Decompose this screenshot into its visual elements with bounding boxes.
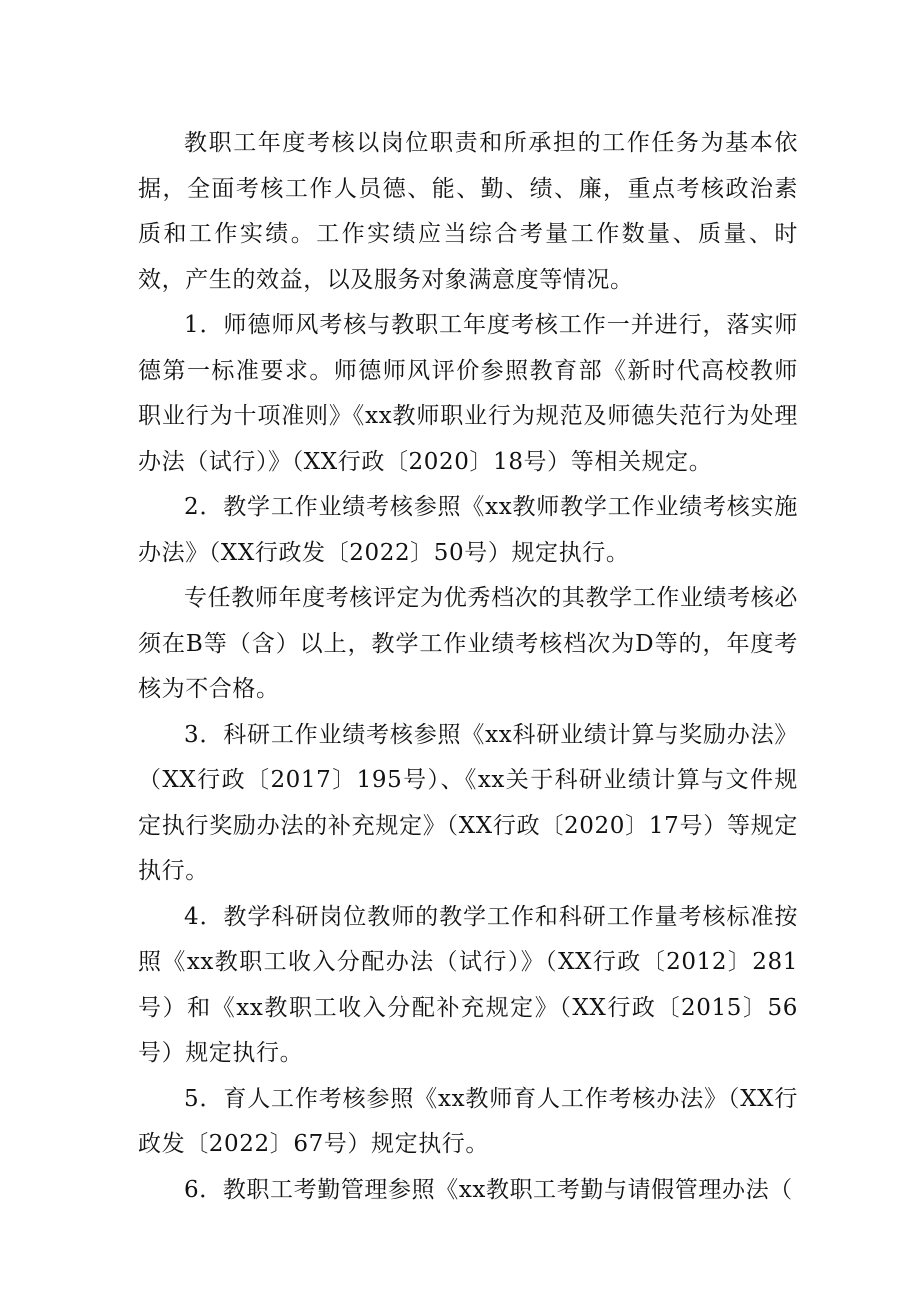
paragraph-item-1: 1．师德师风考核与教职工年度考核工作一并进行，落实师德第一标准要求。师德师风评价参照教育部《新时代高校教师职业行为十项准则》《xx教师职业行为规范及师德失范行为处理办法（试行）》（XX行政〔2020〕18号）等相关规定。 — [138, 312, 798, 475]
paragraph-item-5: 5．育人工作考核参照《xx教师育人工作考核办法》（XX行政发〔2022〕67号）规定执行。 — [138, 1085, 798, 1157]
paragraph-intro: 教职工年度考核以岗位职责和所承担的工作任务为基本依据，全面考核工作人员德、能、勤、绩、廉，重点考核政治素质和工作实绩。工作实绩应当综合考量工作数量、质量、时效，产生的效益，以及服务对象满意度等情况。 — [138, 130, 798, 293]
paragraph-item-2: 2．教学工作业绩考核参照《xx教师教学工作业绩考核实施办法》（XX行政发〔2022〕50号）规定执行。 — [138, 494, 798, 566]
paragraph-item-6: 6．教职工考勤管理参照《xx教职工考勤与请假管理办法（ — [184, 1176, 793, 1203]
paragraph-item-2-note: 专任教师年度考核评定为优秀档次的其教学工作业绩考核必须在B等（含）以上，教学工作业绩考核档次为D等的，年度考核为不合格。 — [138, 585, 798, 702]
document-body — [138, 121, 798, 1213]
paragraph-item-3: 3．科研工作业绩考核参照《xx科研业绩计算与奖励办法》（XX行政〔2017〕195号）、《xx关于科研业绩计算与文件规定执行奖励办法的补充规定》（XX行政〔2020〕17号）等规定执行。 — [138, 721, 798, 884]
paragraph-item-4: 4．教学科研岗位教师的教学工作和科研工作量考核标准按照《xx教职工收入分配办法（试行）》（XX行政〔2012〕281号）和《xx教职工收入分配补充规定》（XX行政〔2015〕56号）规定执行。 — [138, 903, 798, 1066]
